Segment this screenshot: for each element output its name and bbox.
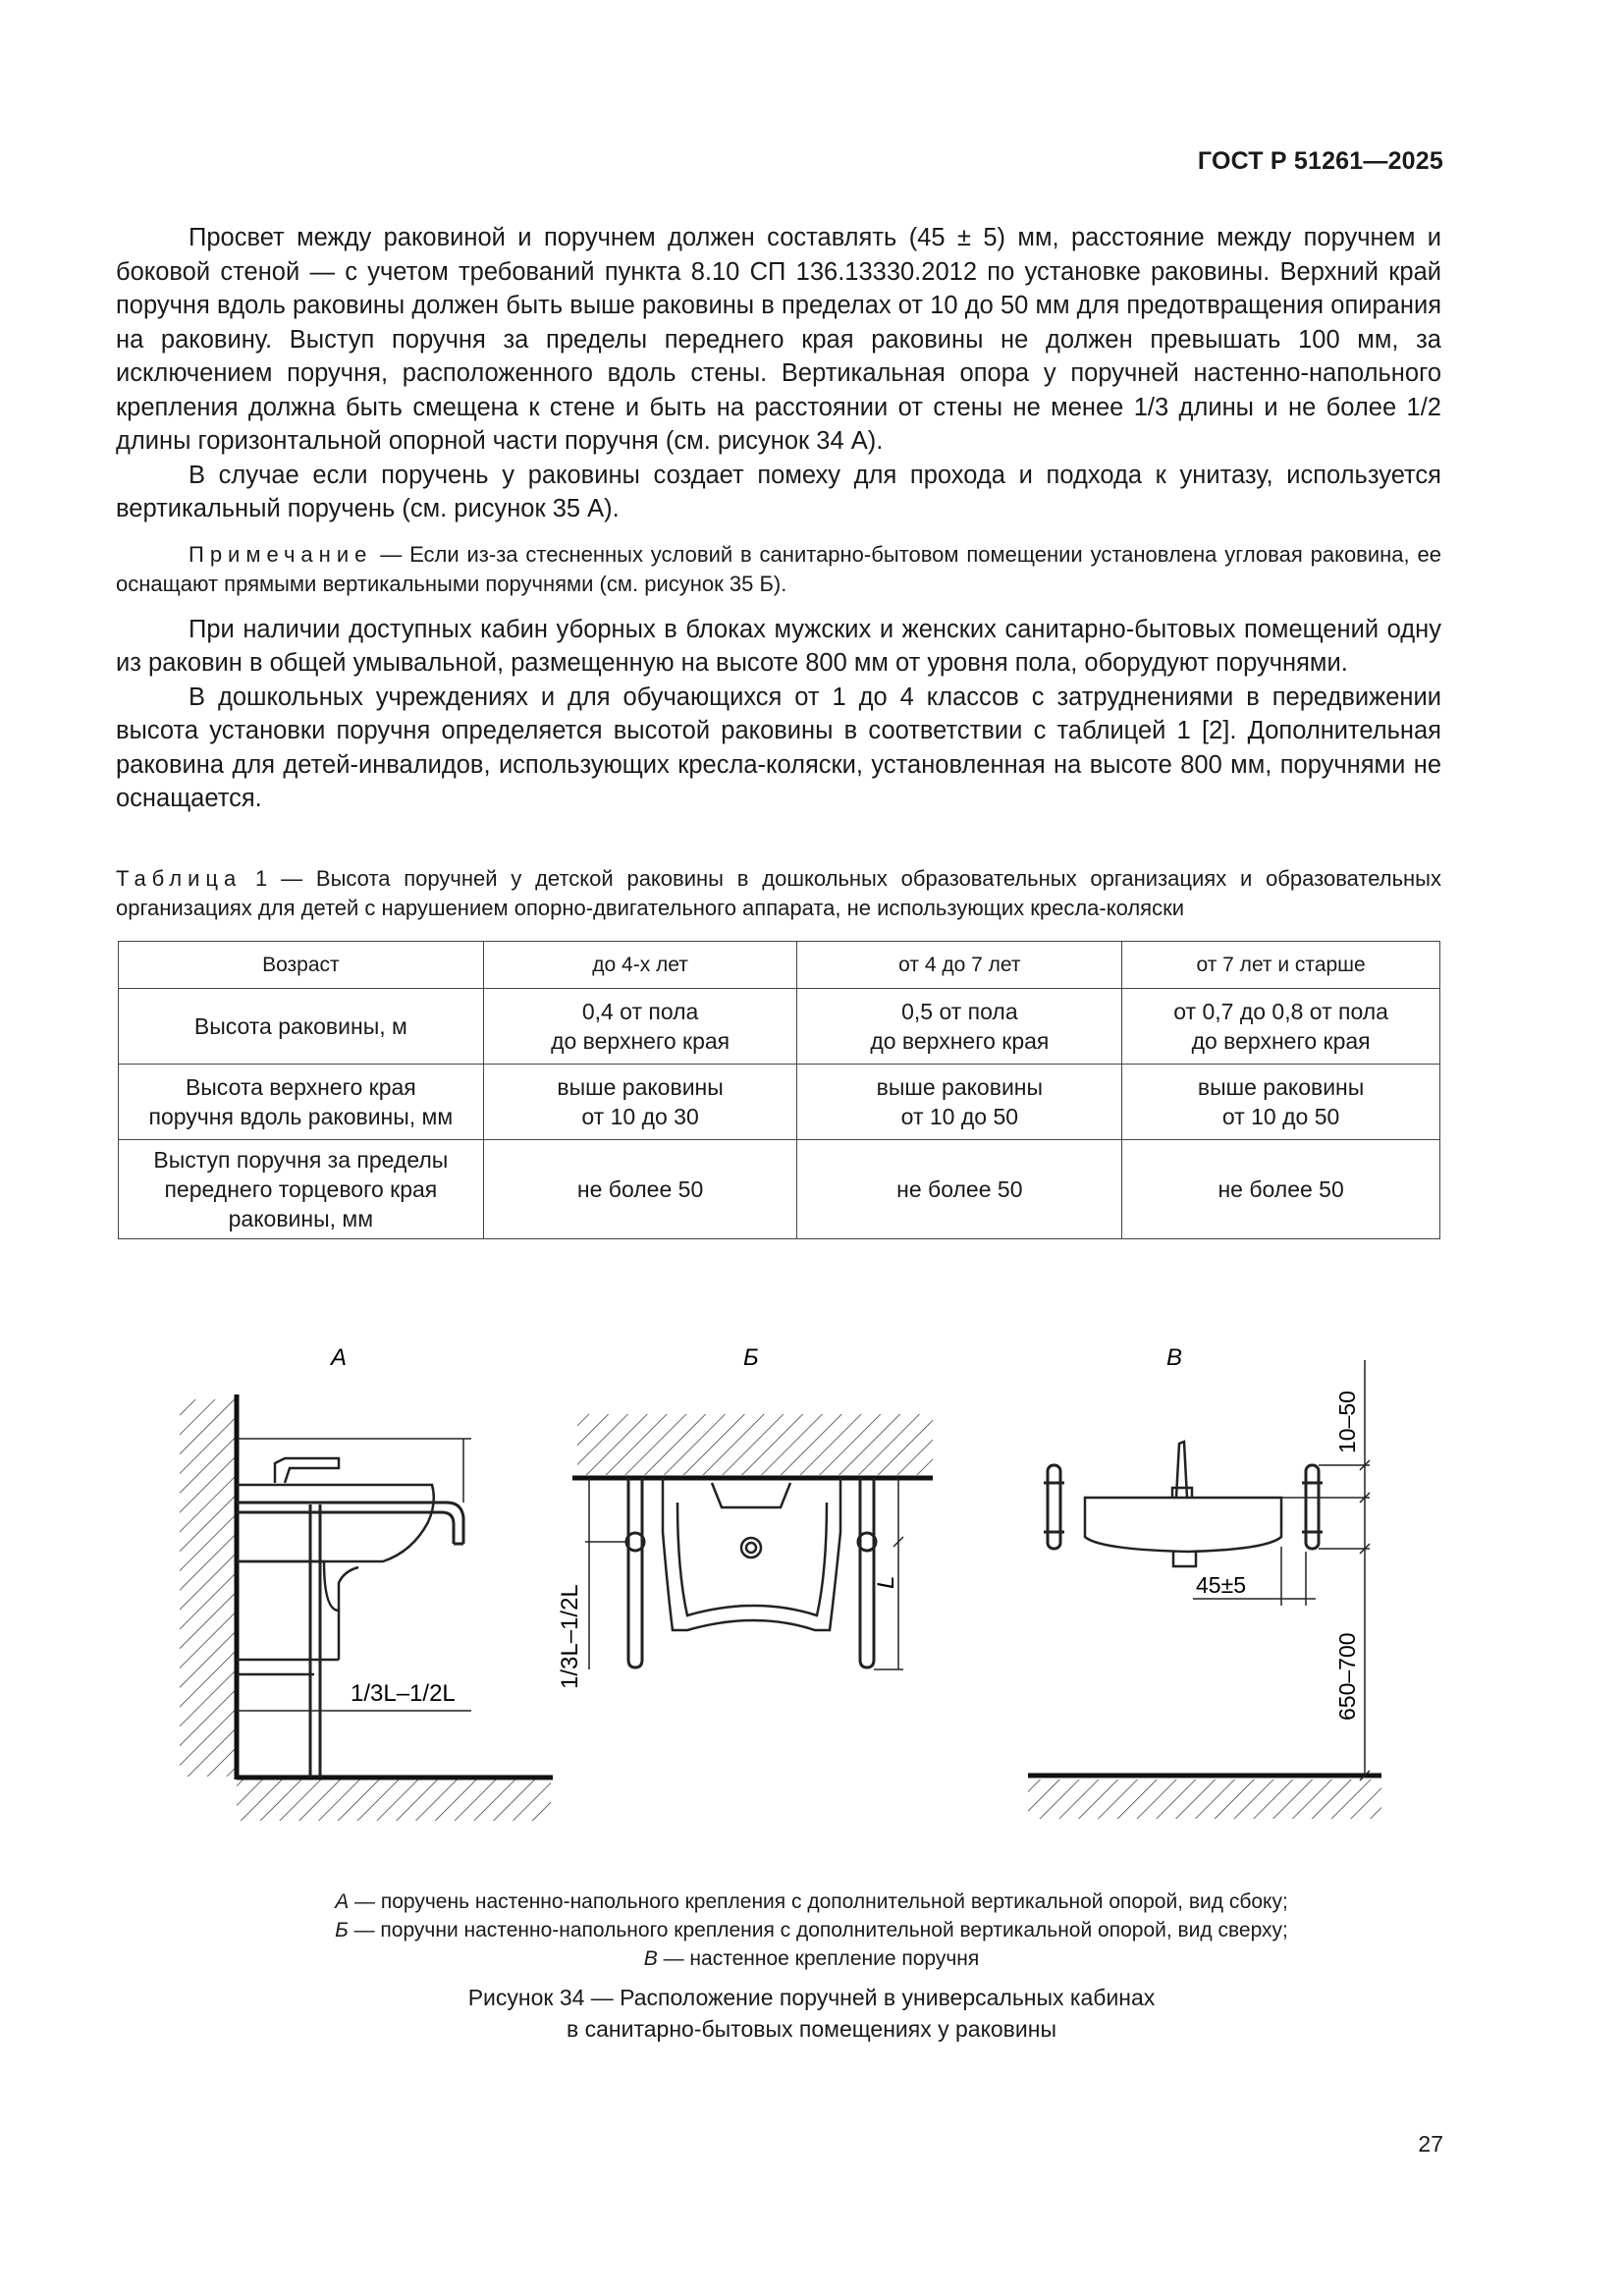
figure-legend — [0, 1887, 1623, 1973]
row-label: Высота раковины, м — [119, 989, 484, 1065]
view-c-label: В — [1166, 1344, 1183, 1371]
table-caption-text: 1 — Высота поручней у детской раковины в дошкольных образовательных организациях и образовательных организациях для детей с нарушением опорно-двигательного аппарата, не использующих кресла-коляски — [116, 866, 1441, 920]
floor-hatch — [1028, 1779, 1381, 1819]
table-row — [119, 989, 1440, 1065]
table-caption — [116, 864, 1441, 923]
view-c — [1028, 1344, 1381, 1819]
dim-c-height-label: 650–700 — [1334, 1632, 1360, 1721]
legend-item: В — настенное крепление поручня — [643, 1947, 980, 1970]
row-label: Высота верхнего края поручня вдоль раковины, мм — [119, 1065, 484, 1140]
table-header-cell: от 7 лет и старше — [1122, 942, 1440, 989]
view-a-label: А — [331, 1344, 348, 1371]
table-cell: от 0,7 до 0,8 от пола до верхнего края — [1122, 989, 1440, 1065]
page-number: 27 — [1418, 2131, 1443, 2157]
table-cell: не более 50 — [797, 1140, 1122, 1239]
table-cell: не более 50 — [1122, 1140, 1440, 1239]
document-header: ГОСТ Р 51261—2025 — [1197, 147, 1443, 175]
dim-b-right-label: L — [873, 1575, 899, 1589]
table-header-row — [119, 942, 1440, 989]
figure-caption — [0, 1982, 1623, 2045]
note-label: Примечание — [189, 541, 373, 567]
table-cell: 0,4 от пола до верхнего края — [483, 989, 797, 1065]
figure-34-drawing — [0, 1316, 1623, 1827]
dim-c-top-label: 10–50 — [1334, 1391, 1360, 1453]
floor-hatch — [237, 1779, 551, 1821]
table-cell: выше раковины от 10 до 30 — [483, 1065, 797, 1140]
table-cell: не более 50 — [483, 1140, 797, 1239]
paragraph: В случае если поручень у раковины создает помеху для прохода и подхода к унитазу, используется вертикальный поручень (см. рисунок 35 А). — [116, 461, 1441, 522]
table-cell: 0,5 от пола до верхнего края — [797, 989, 1122, 1065]
table-row — [119, 1140, 1440, 1239]
row-label: Выступ поручня за пределы переднего торцевого края раковины, мм — [119, 1140, 484, 1239]
body-text — [116, 221, 1441, 816]
wall-hatch — [180, 1399, 237, 1777]
figure-caption-line: в санитарно-бытовых помещениях у раковины — [567, 2016, 1056, 2042]
sink-top — [663, 1478, 840, 1630]
table-header-cell: от 4 до 7 лет — [797, 942, 1122, 989]
legend-item: А — поручень настенно-напольного крепления с дополнительной вертикальной опорой, вид сбоку; — [335, 1890, 1288, 1913]
table-header-cell: до 4-х лет — [483, 942, 797, 989]
dim-c-gap-label: 45±5 — [1196, 1572, 1246, 1598]
legend-item: Б — поручни настенно-напольного крепления с дополнительной вертикальной опорой, вид сверху; — [335, 1919, 1288, 1941]
paragraph: При наличии доступных кабин уборных в блоках мужских и женских санитарно-бытовых помещений одну из раковин в общей умывальной, размещенную на высоте 800 мм от уровня пола, оборудуют поручнями. — [116, 615, 1441, 677]
note-text: — Если из-за стесненных условий в санитарно-бытовом помещении установлена угловая раковина, ее оснащают прямыми вертикальными поручнями (см. рисунок 35 Б). — [116, 541, 1441, 596]
sink-side — [237, 1458, 434, 1674]
table-caption-label: Таблица — [116, 866, 243, 891]
dim-lines-a — [237, 1439, 471, 1711]
dim-b-left-label: 1/3L–1/2L — [557, 1584, 583, 1689]
table-row — [119, 1065, 1440, 1140]
table-cell: выше раковины от 10 до 50 — [797, 1065, 1122, 1140]
wall-hatch — [577, 1414, 933, 1475]
figure-caption-line: Рисунок 34 — Расположение поручней в универсальных кабинах — [467, 1985, 1156, 2010]
data-table — [118, 941, 1440, 1239]
note — [116, 540, 1441, 599]
view-b-label: Б — [743, 1344, 759, 1371]
sink-front — [1085, 1442, 1281, 1566]
table-cell: выше раковины от 10 до 50 — [1122, 1065, 1440, 1140]
view-b — [557, 1344, 933, 1689]
paragraph: В дошкольных учреждениях и для обучающихся от 1 до 4 классов с затруднениями в передвижении высота установки поручня определяется высотой раковины в соответствии с таблицей 1 [2]. Дополнительная раковина для детей-инвалидов, использующих кресла-коляски, установленная на высоте 800 мм, поручнями не оснащается. — [116, 683, 1441, 812]
paragraph: Просвет между раковиной и поручнем должен составлять (45 ± 5) мм, расстояние между поручнем и боковой стеной — с учетом требований пункта 8.10 СП 136.13330.2012 по установке раковины. Верхний край поручня вдоль раковины должен быть выше раковины в пределах от 10 до 50 мм для предотвращения опирания на раковину. Выступ поручня за пределы переднего края раковины не должен превышать 100 мм, за исключением поручня, расположенного вдоль стены. Вертикальная опора у поручней настенно-напольного крепления должна быть смещена к стене и быть на расстоянии от стены не менее 1/3 длины и не более 1/2 длины горизонтальной опорной части поручня (см. рисунок 34 А). — [116, 224, 1441, 455]
dim-a-label: 1/3L–1/2L — [351, 1680, 456, 1707]
view-a — [180, 1344, 553, 1821]
handrail-a — [237, 1503, 463, 1777]
table-header-cell: Возраст — [119, 942, 484, 989]
